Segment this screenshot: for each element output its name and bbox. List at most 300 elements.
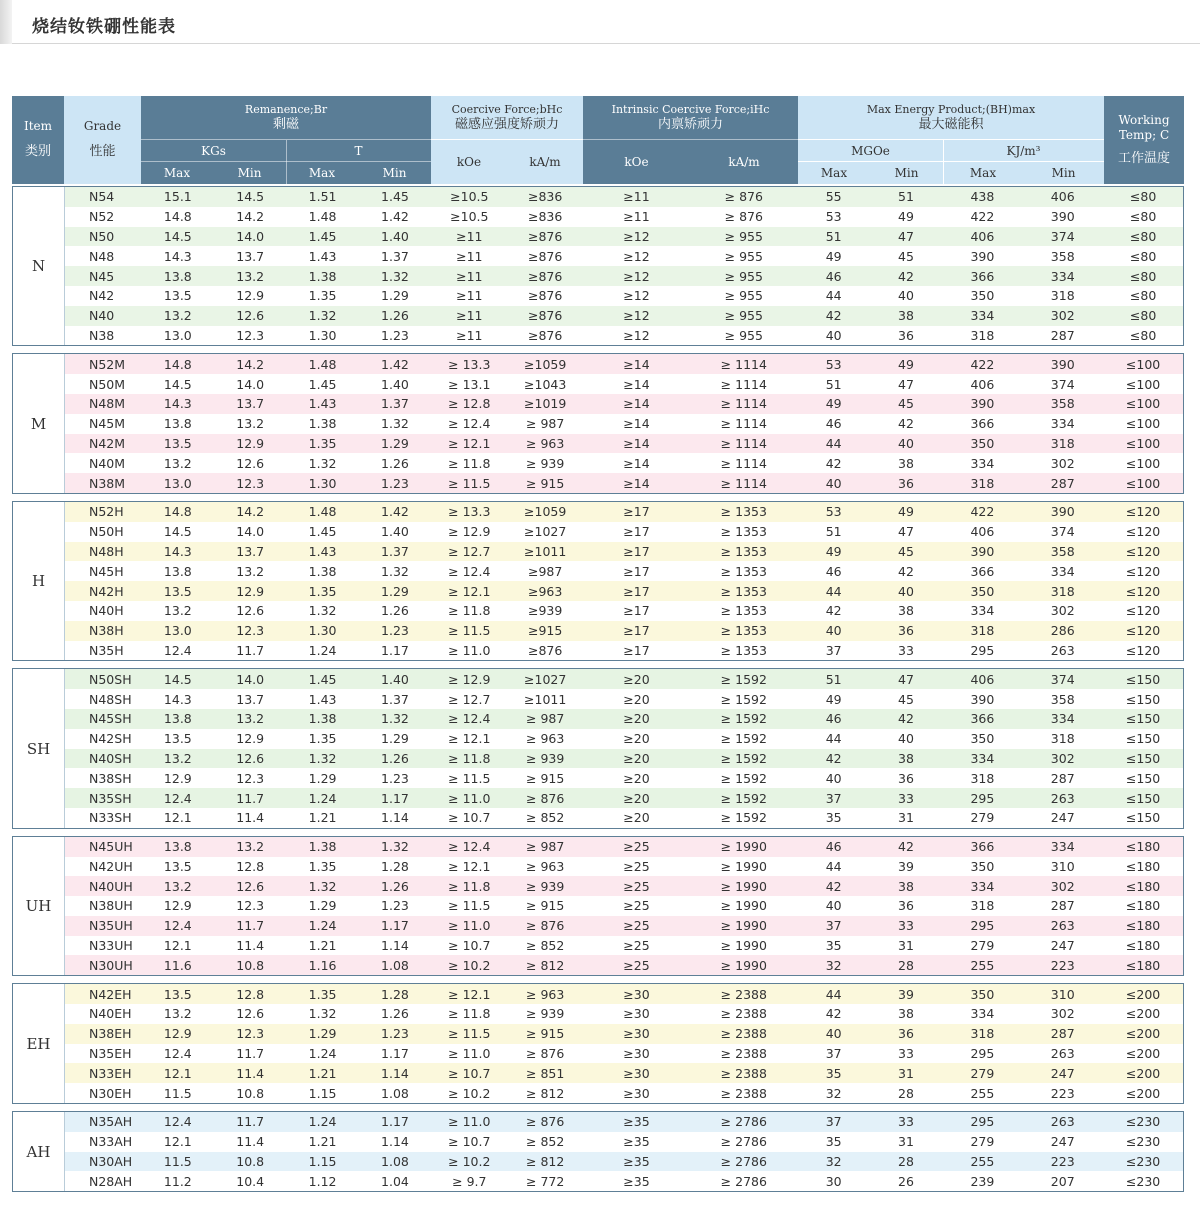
cell-br-kgs-min: 13.2 bbox=[236, 268, 265, 284]
cell-bh-mgoe-min: 38 bbox=[898, 1006, 914, 1022]
cell-ihc-koe: ≥25 bbox=[623, 918, 650, 934]
cell-grade: N42EH bbox=[89, 986, 132, 1002]
header-tesla: T bbox=[286, 140, 431, 162]
table-row bbox=[65, 522, 1183, 542]
cell-br-kgs-max: 12.4 bbox=[163, 918, 192, 934]
cell-bh-mgoe-max: 40 bbox=[825, 475, 842, 491]
header-intrinsic-en: Intrinsic Coercive Force;iHc bbox=[611, 103, 770, 116]
cell-ihc-kam: ≥ 2388 bbox=[720, 986, 767, 1002]
cell-bh-mgoe-min: 36 bbox=[898, 475, 914, 491]
cell-bh-mgoe-min: 33 bbox=[898, 1114, 914, 1130]
cell-grade: N40EH bbox=[89, 1006, 132, 1022]
header-coercive bbox=[431, 96, 583, 140]
cell-working-temp: ≤150 bbox=[1125, 711, 1161, 727]
cell-br-t-min: 1.14 bbox=[381, 1134, 409, 1150]
table-row bbox=[65, 1132, 1183, 1152]
cell-bh-kjm-max: 279 bbox=[970, 810, 995, 826]
cell-ihc-kam: ≥ 1353 bbox=[720, 583, 767, 599]
cell-bh-mgoe-min: 45 bbox=[898, 248, 914, 264]
cell-ihc-koe: ≥12 bbox=[623, 308, 650, 324]
cell-br-t-max: 1.24 bbox=[308, 642, 337, 658]
cell-br-t-max: 1.43 bbox=[308, 396, 337, 412]
group-item-label: UH bbox=[13, 837, 65, 976]
cell-ihc-kam: ≥ 876 bbox=[724, 209, 763, 225]
cell-bh-kjm-min: 406 bbox=[1050, 189, 1075, 205]
cell-bh-kjm-max: 334 bbox=[970, 1006, 995, 1022]
cell-bh-kjm-min: 286 bbox=[1050, 623, 1075, 639]
cell-bhc-kam: ≥963 bbox=[527, 583, 563, 599]
cell-working-temp: ≤200 bbox=[1125, 986, 1161, 1002]
cell-bh-mgoe-max: 53 bbox=[825, 209, 842, 225]
header-remanence bbox=[141, 96, 431, 140]
cell-ihc-kam: ≥ 1353 bbox=[720, 603, 767, 619]
cell-working-temp: ≤80 bbox=[1129, 248, 1157, 264]
cell-bhc-koe: ≥11 bbox=[456, 248, 483, 264]
cell-bhc-kam: ≥ 812 bbox=[526, 1154, 565, 1170]
cell-bhc-kam: ≥1027 bbox=[524, 671, 567, 687]
cell-grade: N52M bbox=[89, 356, 126, 372]
cell-br-kgs-max: 11.5 bbox=[163, 1085, 192, 1101]
cell-bhc-koe: ≥ 12.1 bbox=[448, 583, 491, 599]
cell-bh-kjm-min: 223 bbox=[1050, 957, 1075, 973]
cell-ihc-kam: ≥ 1353 bbox=[720, 504, 767, 520]
cell-grade: N50SH bbox=[89, 671, 132, 687]
cell-br-kgs-min: 13.2 bbox=[236, 563, 265, 579]
cell-br-t-max: 1.35 bbox=[308, 858, 337, 874]
cell-working-temp: ≤180 bbox=[1125, 957, 1161, 973]
cell-working-temp: ≤120 bbox=[1125, 563, 1161, 579]
cell-br-kgs-max: 13.5 bbox=[163, 288, 192, 304]
cell-br-kgs-max: 13.5 bbox=[163, 435, 192, 451]
header-energy-cn: 最大磁能积 bbox=[918, 116, 984, 132]
cell-ihc-koe: ≥14 bbox=[623, 435, 650, 451]
table-row bbox=[65, 306, 1183, 326]
cell-br-t-max: 1.24 bbox=[308, 918, 337, 934]
table-row bbox=[65, 286, 1183, 306]
table-row bbox=[65, 374, 1183, 394]
cell-bh-mgoe-min: 45 bbox=[898, 396, 914, 412]
group-item-label: H bbox=[13, 502, 65, 660]
cell-grade: N48M bbox=[89, 396, 126, 412]
cell-bh-kjm-min: 223 bbox=[1050, 1085, 1075, 1101]
cell-br-kgs-min: 12.8 bbox=[236, 858, 265, 874]
table-row bbox=[65, 542, 1183, 562]
table-row bbox=[65, 1004, 1183, 1024]
cell-bhc-kam: ≥ 876 bbox=[526, 918, 565, 934]
header-intrinsic-cn: 内禀矫顽力 bbox=[657, 116, 723, 132]
cell-br-kgs-min: 10.8 bbox=[236, 957, 265, 973]
cell-working-temp: ≤150 bbox=[1125, 691, 1161, 707]
cell-grade: N35SH bbox=[89, 790, 132, 806]
cell-bhc-kam: ≥ 852 bbox=[526, 1134, 565, 1150]
cell-ihc-kam: ≥ 955 bbox=[724, 327, 763, 343]
cell-bh-mgoe-min: 38 bbox=[898, 603, 914, 619]
cell-bh-kjm-max: 295 bbox=[970, 1046, 995, 1062]
cell-bhc-koe: ≥ 11.5 bbox=[448, 770, 491, 786]
cell-br-kgs-max: 14.5 bbox=[163, 376, 192, 392]
cell-working-temp: ≤120 bbox=[1125, 583, 1161, 599]
cell-grade: N30UH bbox=[89, 957, 133, 973]
cell-bh-kjm-min: 358 bbox=[1050, 396, 1075, 412]
cell-br-t-min: 1.14 bbox=[381, 1065, 409, 1081]
cell-ihc-koe: ≥30 bbox=[623, 1046, 650, 1062]
cell-grade: N42H bbox=[89, 583, 124, 599]
cell-bh-mgoe-max: 42 bbox=[825, 308, 842, 324]
cell-bh-mgoe-max: 37 bbox=[825, 1114, 842, 1130]
cell-br-t-min: 1.40 bbox=[381, 671, 409, 687]
cell-bhc-koe: ≥11 bbox=[456, 308, 483, 324]
table-row bbox=[65, 187, 1183, 207]
cell-bh-kjm-max: 366 bbox=[970, 839, 995, 855]
cell-bh-kjm-max: 422 bbox=[970, 504, 995, 520]
cell-bh-mgoe-min: 42 bbox=[898, 268, 914, 284]
cell-br-kgs-min: 12.6 bbox=[236, 750, 265, 766]
group-ah bbox=[12, 1111, 1184, 1192]
cell-ihc-koe: ≥20 bbox=[623, 750, 650, 766]
cell-br-t-min: 1.29 bbox=[381, 731, 409, 747]
table-row bbox=[65, 689, 1183, 709]
cell-bh-mgoe-max: 49 bbox=[825, 248, 842, 264]
cell-bh-mgoe-min: 40 bbox=[898, 583, 914, 599]
cell-bhc-koe: ≥10.5 bbox=[450, 209, 489, 225]
header-kjm-min: Min bbox=[1023, 162, 1104, 184]
cell-bhc-koe: ≥11 bbox=[456, 288, 483, 304]
cell-grade: N30EH bbox=[89, 1085, 132, 1101]
cell-br-t-max: 1.32 bbox=[308, 750, 337, 766]
cell-bh-kjm-max: 350 bbox=[970, 731, 995, 747]
cell-grade: N45 bbox=[89, 268, 115, 284]
cell-bh-kjm-max: 366 bbox=[970, 711, 995, 727]
cell-bhc-koe: ≥ 13.3 bbox=[448, 356, 491, 372]
cell-working-temp: ≤120 bbox=[1125, 642, 1161, 658]
cell-bhc-koe: ≥ 12.4 bbox=[448, 839, 491, 855]
cell-ihc-koe: ≥17 bbox=[623, 623, 650, 639]
cell-ihc-koe: ≥14 bbox=[623, 416, 650, 432]
cell-bh-mgoe-min: 33 bbox=[898, 642, 914, 658]
header-coercive-en: Coercive Force;bHc bbox=[451, 103, 563, 116]
cell-bh-kjm-min: 358 bbox=[1050, 691, 1075, 707]
cell-br-t-max: 1.38 bbox=[308, 711, 337, 727]
cell-working-temp: ≤230 bbox=[1125, 1173, 1161, 1189]
cell-working-temp: ≤200 bbox=[1125, 1046, 1161, 1062]
cell-working-temp: ≤100 bbox=[1125, 435, 1161, 451]
cell-grade: N45M bbox=[89, 416, 126, 432]
cell-br-kgs-max: 13.8 bbox=[163, 711, 192, 727]
cell-br-kgs-max: 13.5 bbox=[163, 583, 192, 599]
cell-working-temp: ≤100 bbox=[1125, 475, 1161, 491]
cell-working-temp: ≤80 bbox=[1129, 308, 1157, 324]
cell-br-t-min: 1.37 bbox=[381, 396, 409, 412]
cell-br-kgs-max: 11.6 bbox=[163, 957, 192, 973]
cell-bh-mgoe-max: 46 bbox=[825, 563, 842, 579]
cell-br-t-max: 1.35 bbox=[308, 986, 337, 1002]
cell-bh-kjm-min: 318 bbox=[1050, 583, 1075, 599]
cell-br-kgs-min: 12.3 bbox=[236, 623, 265, 639]
cell-grade: N50 bbox=[89, 228, 115, 244]
cell-br-t-min: 1.14 bbox=[381, 810, 409, 826]
cell-grade: N35UH bbox=[89, 918, 133, 934]
cell-br-t-max: 1.51 bbox=[308, 189, 337, 205]
cell-ihc-koe: ≥17 bbox=[623, 563, 650, 579]
cell-grade: N48H bbox=[89, 543, 124, 559]
cell-bhc-koe: ≥ 10.2 bbox=[448, 1085, 491, 1101]
table-row bbox=[65, 394, 1183, 414]
cell-ihc-kam: ≥ 1592 bbox=[720, 671, 767, 687]
table-row bbox=[65, 354, 1183, 374]
cell-bh-kjm-max: 422 bbox=[970, 209, 995, 225]
cell-bhc-kam: ≥ 876 bbox=[526, 790, 565, 806]
table-row bbox=[65, 896, 1183, 916]
cell-br-kgs-max: 12.4 bbox=[163, 1046, 192, 1062]
cell-bh-kjm-min: 302 bbox=[1050, 878, 1075, 894]
cell-bh-mgoe-min: 49 bbox=[898, 209, 914, 225]
cell-bh-kjm-min: 374 bbox=[1050, 524, 1075, 540]
cell-br-kgs-min: 12.9 bbox=[236, 435, 265, 451]
cell-bhc-koe: ≥11 bbox=[456, 268, 483, 284]
cell-grade: N48SH bbox=[89, 691, 132, 707]
cell-br-kgs-min: 12.6 bbox=[236, 878, 265, 894]
cell-br-kgs-min: 11.7 bbox=[236, 1046, 265, 1062]
cell-ihc-kam: ≥ 1592 bbox=[720, 790, 767, 806]
cell-bh-mgoe-min: 26 bbox=[898, 1173, 914, 1189]
cell-bh-mgoe-max: 42 bbox=[825, 455, 842, 471]
cell-bh-kjm-min: 302 bbox=[1050, 455, 1075, 471]
cell-bhc-kam: ≥ 915 bbox=[526, 898, 565, 914]
cell-bhc-kam: ≥ 939 bbox=[526, 1006, 565, 1022]
cell-working-temp: ≤150 bbox=[1125, 790, 1161, 806]
cell-br-kgs-min: 12.9 bbox=[236, 583, 265, 599]
cell-bh-mgoe-min: 39 bbox=[898, 986, 914, 1002]
cell-bh-mgoe-min: 47 bbox=[898, 524, 914, 540]
cell-bhc-koe: ≥ 11.8 bbox=[448, 455, 491, 471]
cell-bh-kjm-min: 318 bbox=[1050, 288, 1075, 304]
cell-bh-mgoe-max: 35 bbox=[825, 938, 842, 954]
header-energy-en: Max Energy Product;(BH)max bbox=[866, 103, 1036, 116]
cell-bh-mgoe-min: 45 bbox=[898, 691, 914, 707]
cell-grade: N40M bbox=[89, 455, 126, 471]
cell-grade: N33AH bbox=[89, 1134, 133, 1150]
cell-br-t-max: 1.48 bbox=[308, 209, 337, 225]
header-item-en: Item bbox=[23, 119, 53, 134]
cell-grade: N28AH bbox=[89, 1173, 133, 1189]
table-row bbox=[65, 768, 1183, 788]
cell-bh-mgoe-min: 47 bbox=[898, 671, 914, 687]
group-m bbox=[12, 353, 1184, 494]
cell-bh-mgoe-max: 40 bbox=[825, 327, 842, 343]
cell-bh-kjm-min: 223 bbox=[1050, 1154, 1075, 1170]
cell-bhc-koe: ≥ 11.0 bbox=[448, 642, 491, 658]
cell-grade: N45SH bbox=[89, 711, 132, 727]
table-row bbox=[65, 936, 1183, 956]
table-row bbox=[65, 453, 1183, 473]
cell-bhc-kam: ≥ 939 bbox=[526, 750, 565, 766]
cell-working-temp: ≤100 bbox=[1125, 455, 1161, 471]
header-item-cn: 类别 bbox=[24, 144, 51, 160]
cell-br-t-min: 1.42 bbox=[381, 356, 409, 372]
cell-ihc-koe: ≥35 bbox=[623, 1134, 650, 1150]
cell-ihc-kam: ≥ 1990 bbox=[720, 938, 767, 954]
cell-bh-kjm-max: 255 bbox=[970, 1085, 995, 1101]
cell-br-t-max: 1.21 bbox=[308, 810, 337, 826]
cell-bh-kjm-min: 334 bbox=[1050, 268, 1075, 284]
table-row bbox=[65, 984, 1183, 1004]
cell-working-temp: ≤150 bbox=[1125, 770, 1161, 786]
cell-bh-kjm-min: 310 bbox=[1050, 858, 1075, 874]
cell-bh-kjm-max: 334 bbox=[970, 308, 995, 324]
table-row bbox=[65, 729, 1183, 749]
cell-ihc-koe: ≥12 bbox=[623, 228, 650, 244]
cell-ihc-koe: ≥25 bbox=[623, 898, 650, 914]
group-item-label: N bbox=[13, 187, 65, 345]
table-row bbox=[65, 916, 1183, 936]
cell-bh-mgoe-max: 46 bbox=[825, 416, 842, 432]
cell-br-t-max: 1.35 bbox=[308, 288, 337, 304]
cell-ihc-koe: ≥14 bbox=[623, 356, 650, 372]
cell-grade: N42UH bbox=[89, 858, 133, 874]
cell-ihc-kam: ≥ 1592 bbox=[720, 810, 767, 826]
cell-grade: N38SH bbox=[89, 770, 132, 786]
cell-ihc-kam: ≥ 2786 bbox=[720, 1173, 767, 1189]
cell-br-kgs-max: 13.8 bbox=[163, 268, 192, 284]
cell-bh-kjm-min: 334 bbox=[1050, 839, 1075, 855]
group-item-label: AH bbox=[13, 1112, 65, 1191]
cell-br-t-min: 1.26 bbox=[381, 603, 409, 619]
table-row bbox=[65, 876, 1183, 896]
cell-br-t-min: 1.40 bbox=[381, 228, 409, 244]
cell-bh-mgoe-min: 28 bbox=[898, 1085, 914, 1101]
cell-br-t-min: 1.17 bbox=[381, 790, 409, 806]
cell-bhc-kam: ≥ 987 bbox=[526, 711, 565, 727]
cell-bh-mgoe-max: 42 bbox=[825, 1006, 842, 1022]
cell-bh-mgoe-min: 38 bbox=[898, 308, 914, 324]
cell-bh-kjm-max: 390 bbox=[970, 248, 995, 264]
cell-bhc-koe: ≥ 10.7 bbox=[448, 1134, 491, 1150]
cell-bh-mgoe-min: 42 bbox=[898, 416, 914, 432]
cell-working-temp: ≤120 bbox=[1125, 504, 1161, 520]
cell-br-kgs-min: 13.7 bbox=[236, 691, 265, 707]
cell-working-temp: ≤100 bbox=[1125, 416, 1161, 432]
header-bhc-koe: kOe bbox=[431, 140, 507, 184]
cell-working-temp: ≤200 bbox=[1125, 1006, 1161, 1022]
cell-br-kgs-max: 12.1 bbox=[163, 1134, 192, 1150]
table-row bbox=[65, 1152, 1183, 1172]
cell-br-t-min: 1.26 bbox=[381, 1006, 409, 1022]
cell-br-kgs-max: 14.3 bbox=[163, 248, 192, 264]
cell-bh-mgoe-min: 31 bbox=[898, 1065, 914, 1081]
cell-br-t-min: 1.17 bbox=[381, 1114, 409, 1130]
table-row bbox=[65, 669, 1183, 689]
cell-ihc-koe: ≥17 bbox=[623, 543, 650, 559]
cell-br-t-min: 1.23 bbox=[381, 623, 409, 639]
cell-br-t-max: 1.30 bbox=[308, 327, 337, 343]
cell-ihc-kam: ≥ 955 bbox=[724, 268, 763, 284]
header-working-temp-en2: Temp; C bbox=[1118, 127, 1170, 142]
cell-br-kgs-min: 11.7 bbox=[236, 1114, 265, 1130]
cell-bh-mgoe-max: 37 bbox=[825, 1046, 842, 1062]
cell-br-kgs-min: 14.0 bbox=[236, 376, 265, 392]
table-row bbox=[65, 749, 1183, 769]
group-eh bbox=[12, 983, 1184, 1104]
cell-working-temp: ≤120 bbox=[1125, 543, 1161, 559]
header-coercive-cn: 磁感应强度矫顽力 bbox=[454, 116, 559, 132]
cell-ihc-koe: ≥17 bbox=[623, 603, 650, 619]
cell-bh-mgoe-max: 40 bbox=[825, 1026, 842, 1042]
cell-bhc-kam: ≥1043 bbox=[524, 376, 567, 392]
cell-bhc-koe: ≥ 11.0 bbox=[448, 1114, 491, 1130]
cell-bhc-koe: ≥11 bbox=[456, 327, 483, 343]
cell-bh-kjm-max: 406 bbox=[970, 376, 995, 392]
cell-bhc-kam: ≥ 939 bbox=[526, 455, 565, 471]
cell-ihc-koe: ≥25 bbox=[623, 938, 650, 954]
cell-bhc-koe: ≥ 12.1 bbox=[448, 435, 491, 451]
cell-br-t-min: 1.32 bbox=[381, 268, 409, 284]
cell-br-t-max: 1.45 bbox=[308, 671, 337, 687]
cell-bh-mgoe-max: 35 bbox=[825, 1065, 842, 1081]
cell-ihc-kam: ≥ 2388 bbox=[720, 1085, 767, 1101]
cell-bh-mgoe-min: 28 bbox=[898, 957, 914, 973]
table-row bbox=[65, 641, 1183, 661]
cell-bhc-kam: ≥ 963 bbox=[526, 435, 565, 451]
cell-bh-kjm-max: 295 bbox=[970, 1114, 995, 1130]
cell-br-kgs-min: 11.7 bbox=[236, 918, 265, 934]
cell-bhc-kam: ≥ 851 bbox=[526, 1065, 565, 1081]
cell-bhc-koe: ≥ 11.5 bbox=[448, 898, 491, 914]
cell-bhc-koe: ≥ 12.1 bbox=[448, 858, 491, 874]
cell-br-kgs-max: 14.8 bbox=[163, 504, 192, 520]
cell-bhc-kam: ≥ 987 bbox=[526, 839, 565, 855]
cell-br-t-min: 1.37 bbox=[381, 691, 409, 707]
cell-working-temp: ≤100 bbox=[1125, 396, 1161, 412]
cell-working-temp: ≤80 bbox=[1129, 288, 1157, 304]
cell-br-kgs-max: 12.4 bbox=[163, 1114, 192, 1130]
cell-bh-kjm-max: 295 bbox=[970, 790, 995, 806]
group-n bbox=[12, 186, 1184, 346]
cell-br-t-max: 1.43 bbox=[308, 543, 337, 559]
cell-bh-kjm-max: 334 bbox=[970, 750, 995, 766]
cell-ihc-kam: ≥ 1990 bbox=[720, 839, 767, 855]
cell-bhc-koe: ≥ 11.8 bbox=[448, 750, 491, 766]
cell-br-kgs-max: 12.4 bbox=[163, 642, 192, 658]
cell-ihc-kam: ≥ 2388 bbox=[720, 1046, 767, 1062]
cell-bh-mgoe-min: 49 bbox=[898, 504, 914, 520]
cell-br-kgs-max: 13.5 bbox=[163, 858, 192, 874]
group-uh bbox=[12, 836, 1184, 977]
cell-br-t-max: 1.16 bbox=[308, 957, 337, 973]
cell-grade: N38UH bbox=[89, 898, 133, 914]
cell-br-t-max: 1.38 bbox=[308, 268, 337, 284]
cell-bh-kjm-max: 318 bbox=[970, 1026, 995, 1042]
cell-bh-mgoe-max: 37 bbox=[825, 642, 842, 658]
cell-bh-kjm-min: 358 bbox=[1050, 543, 1075, 559]
cell-bhc-kam: ≥ 963 bbox=[526, 986, 565, 1002]
cell-bh-mgoe-max: 42 bbox=[825, 878, 842, 894]
cell-bhc-kam: ≥1059 bbox=[524, 504, 567, 520]
cell-bhc-koe: ≥ 12.7 bbox=[448, 543, 491, 559]
cell-bh-mgoe-min: 47 bbox=[898, 376, 914, 392]
cell-br-kgs-max: 14.8 bbox=[163, 356, 192, 372]
cell-bh-mgoe-max: 51 bbox=[825, 228, 842, 244]
cell-bh-kjm-min: 287 bbox=[1050, 327, 1075, 343]
cell-br-t-max: 1.24 bbox=[308, 1046, 337, 1062]
cell-ihc-kam: ≥ 1114 bbox=[720, 416, 767, 432]
cell-ihc-koe: ≥17 bbox=[623, 504, 650, 520]
cell-grade: N52 bbox=[89, 209, 115, 225]
cell-ihc-koe: ≥14 bbox=[623, 396, 650, 412]
cell-br-kgs-max: 13.2 bbox=[163, 603, 192, 619]
cell-ihc-koe: ≥17 bbox=[623, 524, 650, 540]
cell-grade: N40UH bbox=[89, 878, 133, 894]
table-row bbox=[65, 621, 1183, 641]
